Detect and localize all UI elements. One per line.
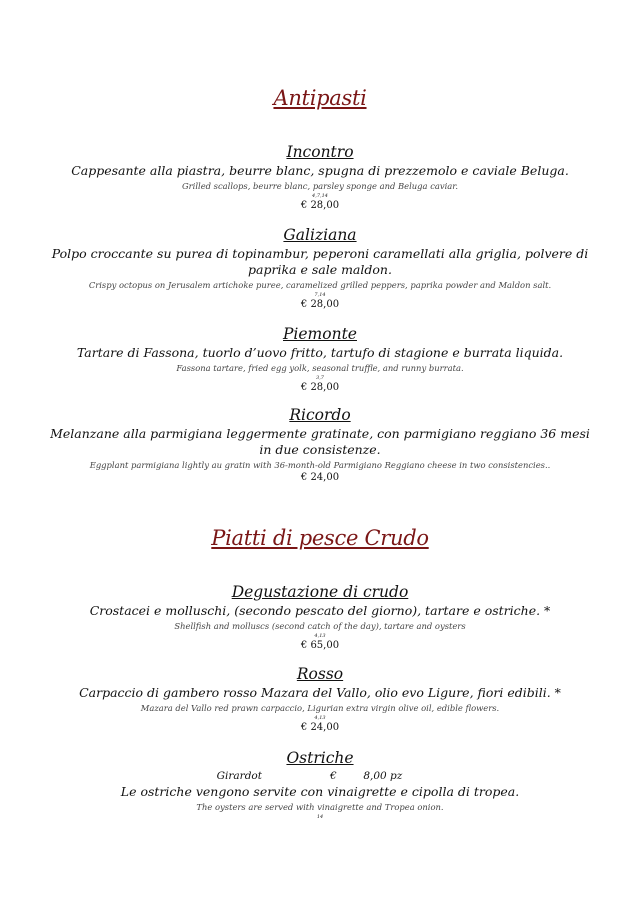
dish-price: € 28,00: [300, 299, 340, 310]
dish-name: Incontro: [286, 143, 354, 161]
dish-name: Ricordo: [289, 406, 351, 424]
dish-description-italian: Melanzane alla parmigiana leggermente gratinate, con parmigiano reggiano 36 mesi in due consistenze.: [50, 426, 590, 457]
dish-allergens: 4,13: [314, 633, 326, 639]
dish-description-english: The oysters are served with vinaigrette and Tropea onion.: [196, 802, 444, 812]
dish-rosso: [0, 664, 640, 734]
dish-ostriche: [0, 748, 640, 820]
dish-name: Degustazione di crudo: [231, 583, 409, 601]
dish-name: Piemonte: [283, 325, 357, 343]
dish-price: € 28,00: [300, 382, 340, 393]
dish-description-italian: Polpo croccante su purea di topinambur, peperoni caramellati alla griglia, polvere di paprika e sale maldon.: [51, 246, 589, 277]
dish-description-italian: Tartare di Fassona, tuorlo d’uovo fritto, tartufo di stagione e burrata liquida.: [76, 345, 564, 360]
dish-allergens: 4,7,14: [312, 193, 328, 199]
dish-description-english: Fassona tartare, fried egg yolk, seasonal truffle, and runny burrata.: [176, 363, 464, 373]
dish-description-italian: Carpaccio di gambero rosso Mazara del Vallo, olio evo Ligure, fiori edibili. *: [79, 685, 561, 700]
section-title: Antipasti: [273, 86, 367, 110]
dish-name: Ostriche: [286, 749, 354, 767]
dish-name: Galiziana: [283, 226, 357, 244]
dish-description-english: Mazara del Vallo red prawn carpaccio, Ligurian extra virgin olive oil, edible flowers.: [140, 703, 500, 713]
dish-allergens: 14: [316, 814, 324, 820]
oyster-variety-row: [48, 770, 592, 783]
section-title: Piatti di pesce Crudo: [211, 526, 429, 550]
dish-description-english: Crispy octopus on Jerusalem artichoke puree, caramelized grilled peppers, paprika powder and Maldon salt.: [88, 280, 552, 290]
section-crudo: [0, 526, 640, 550]
dish-galiziana: [0, 225, 640, 311]
dish-allergens: 3,7: [316, 375, 324, 381]
dish-allergens: 4,13: [314, 715, 326, 721]
section-antipasti: [0, 86, 640, 110]
dish-price: € 24,00: [300, 722, 340, 733]
dish-price: € 28,00: [300, 200, 340, 211]
dish-description-english: Grilled scallops, beurre blanc, parsley sponge and Beluga caviar.: [181, 181, 459, 191]
dish-description-english: Shellfish and molluscs (second catch of the day), tartare and oysters: [174, 621, 466, 631]
dish-price: € 65,00: [300, 640, 340, 651]
oyster-unit-price: 8,00 pz: [363, 770, 403, 782]
oyster-currency: €: [330, 770, 337, 782]
dish-price: € 24,00: [300, 472, 340, 483]
dish-degustazione: [0, 582, 640, 652]
dish-piemonte: [0, 324, 640, 394]
dish-name: Rosso: [296, 665, 344, 683]
dish-description-italian: Le ostriche vengono servite con vinaigrette e cipolla di tropea.: [120, 784, 520, 799]
dish-ricordo: [0, 405, 640, 484]
dish-incontro: [0, 142, 640, 212]
dish-description-english: Eggplant parmigiana lightly au gratin with 36-month-old Parmigiano Reggiano cheese in two consistencies..: [89, 460, 551, 470]
dish-allergens: 7,14: [314, 292, 326, 298]
oyster-variety: Girardot: [216, 770, 262, 782]
dish-description-italian: Cappesante alla piastra, beurre blanc, spugna di prezzemolo e caviale Beluga.: [71, 163, 569, 178]
dish-description-italian: Crostacei e molluschi, (secondo pescato del giorno), tartare e ostriche. *: [89, 603, 551, 618]
